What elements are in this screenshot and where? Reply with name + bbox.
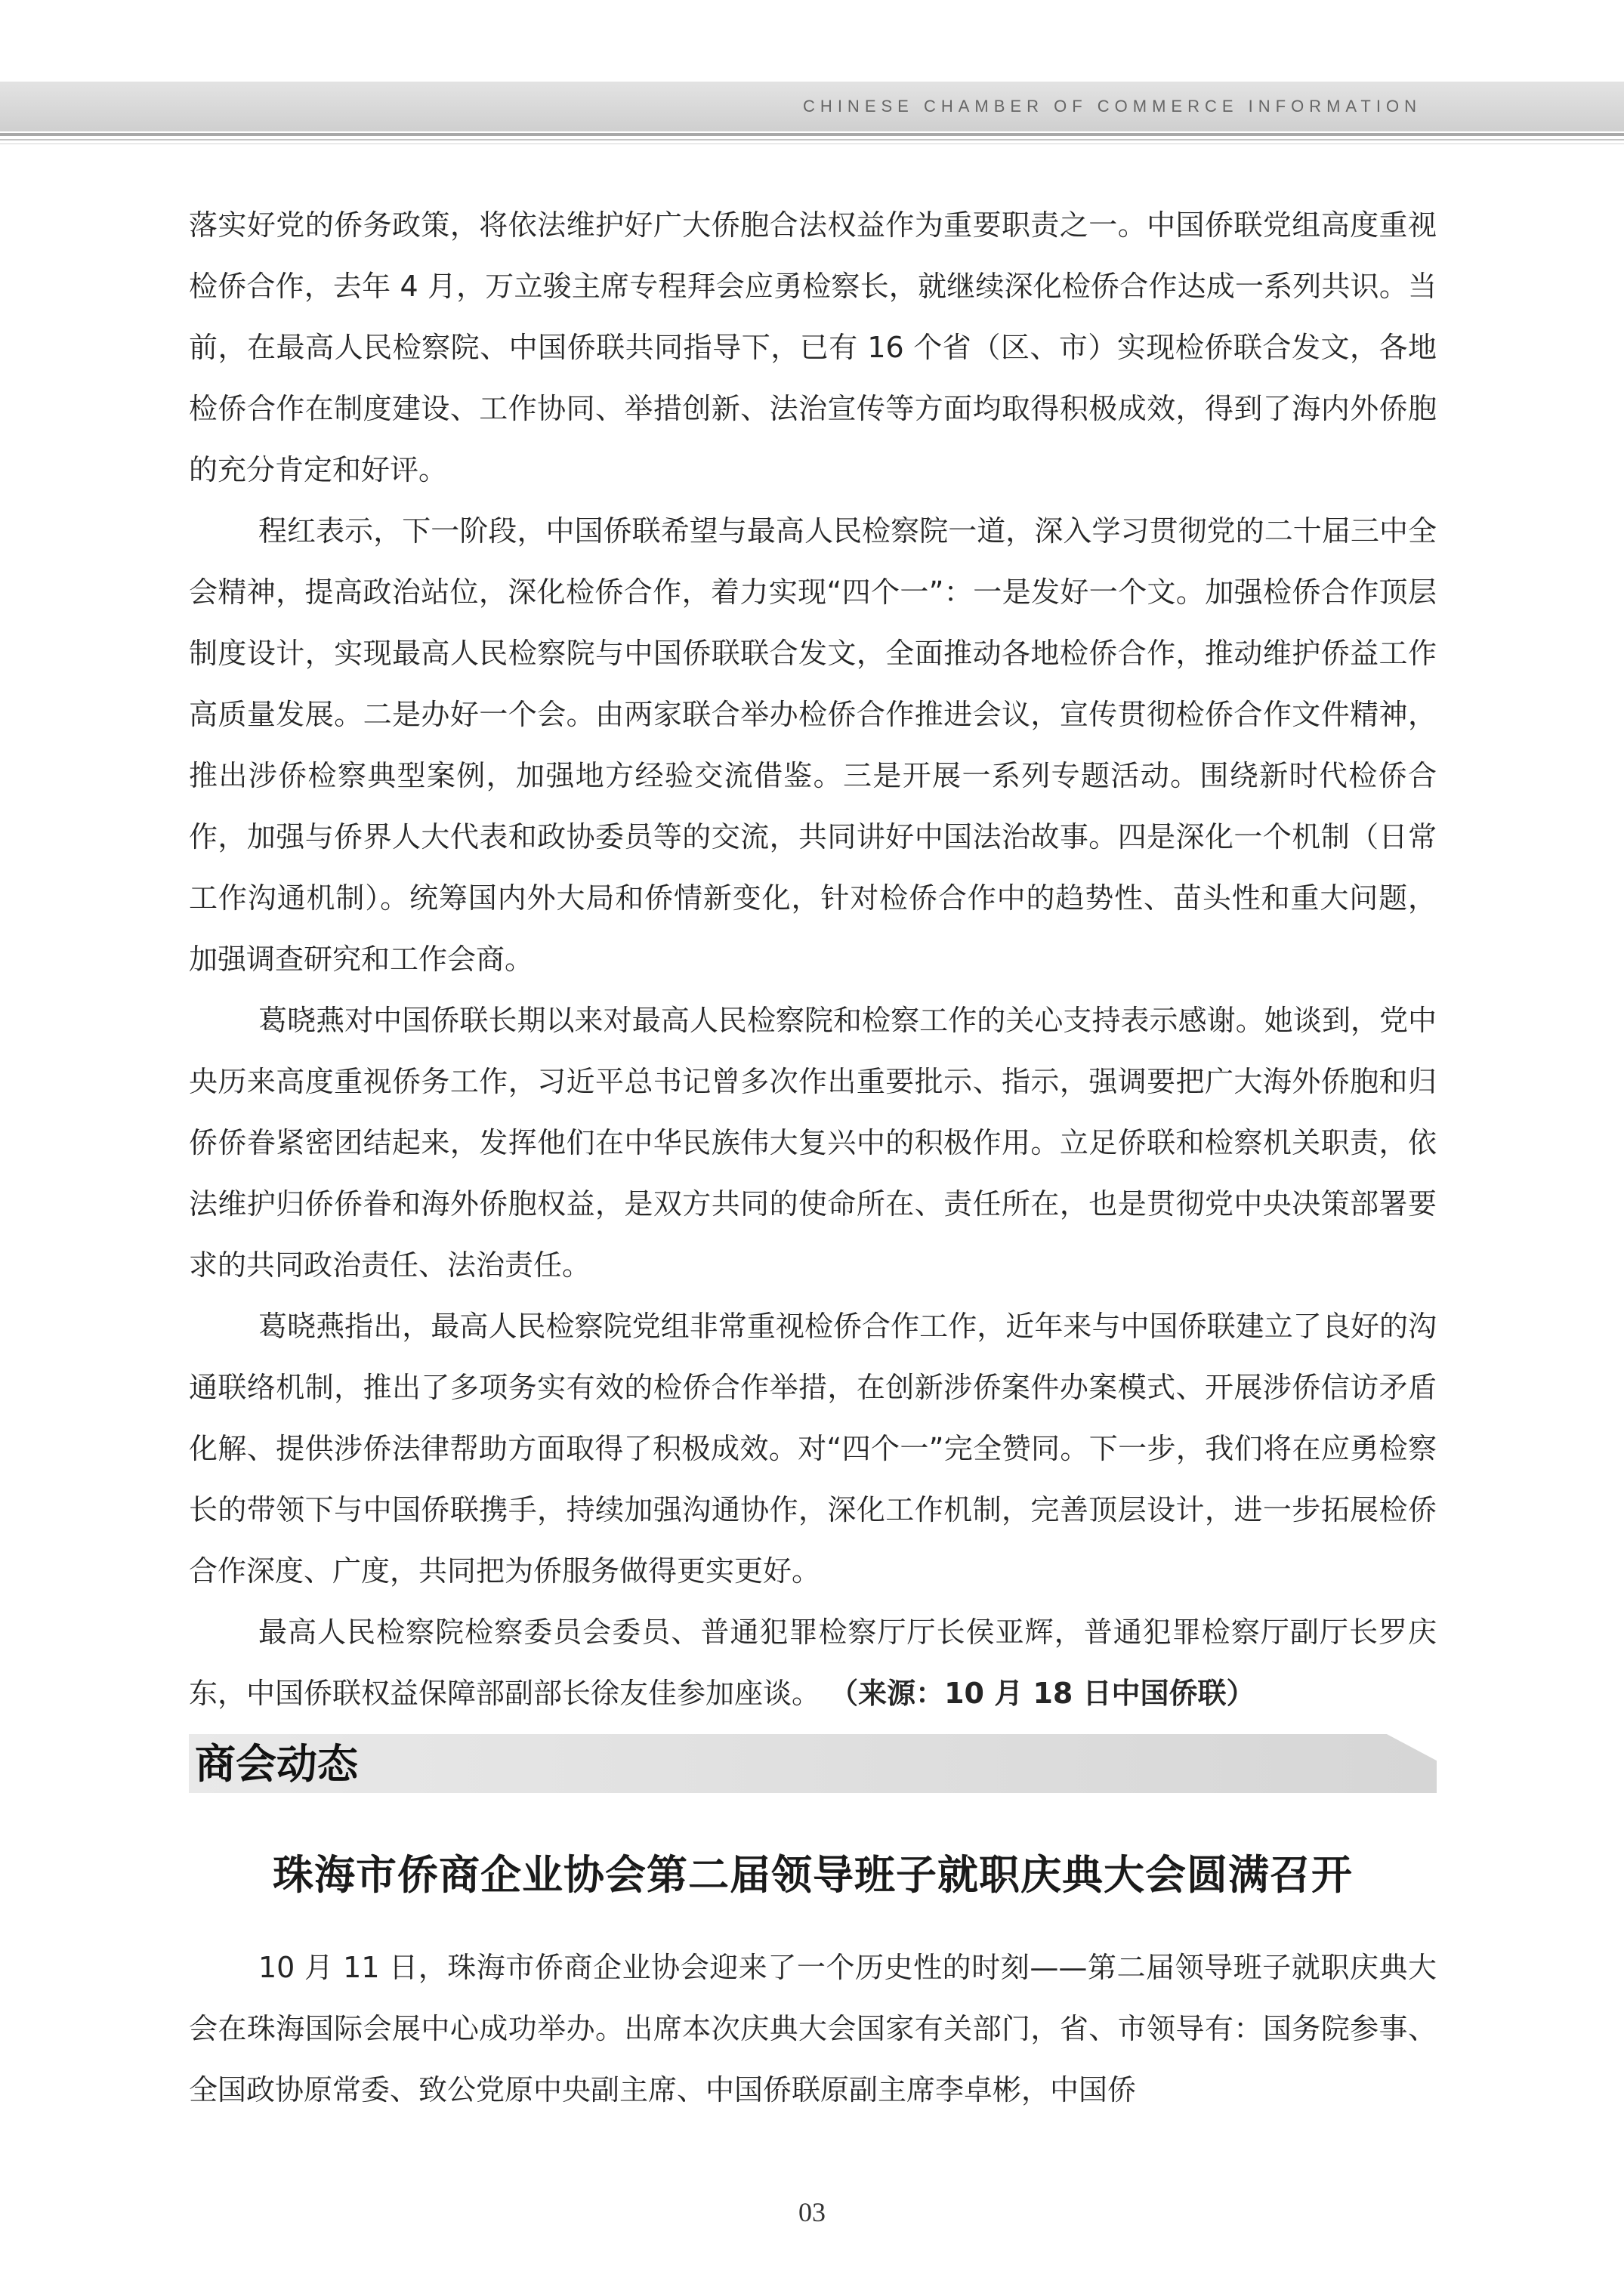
article-body <box>189 1937 1437 2121</box>
paragraph: 10 月 11 日，珠海市侨商企业协会迎来了一个历史性的时刻——第二届领导班子就职庆典大会在珠海国际会展中心成功举办。出席本次庆典大会国家有关部门，省、市领导有：国务院参事、全国政协原常委、致公党原中央副主席、中国侨联原副主席李卓彬，中国侨 <box>189 1951 1437 2106</box>
section-title: 商会动态 <box>195 1739 358 1788</box>
header-divider <box>0 139 1624 140</box>
paragraph-last <box>189 1602 1437 1724</box>
article-body <box>189 195 1437 1724</box>
section-banner <box>189 1734 1437 1793</box>
page-number: 03 <box>798 2197 826 2227</box>
paragraph: 葛晓燕对中国侨联长期以来对最高人民检察院和检察工作的关心支持表示感谢。她谈到，党中央历来高度重视侨务工作，习近平总书记曾多次作出重要批示、指示，强调要把广大海外侨胞和归侨侨眷紧密团结起来，发挥他们在中华民族伟大复兴中的积极作用。立足侨联和检察机关职责，依法维护归侨侨眷和海外侨胞权益，是双方共同的使命所在、责任所在，也是贯彻党中央决策部署要求的共同政治责任、法治责任。 <box>189 1004 1437 1282</box>
paragraph: 落实好党的侨务政策，将依法维护好广大侨胞合法权益作为重要职责之一。中国侨联党组高度重视检侨合作，去年 4 月，万立骏主席专程拜会应勇检察长，就继续深化检侨合作达成一系列共识。当前，在最高人民检察院、中国侨联共同指导下，已有 16 个省（区、市）实现检侨联合发文，各地检侨合作在制度建设、工作协同、举措创新、法治宣传等方面均取得积极成效，得到了海内外侨胞的充分肯定和好评。 <box>189 208 1437 486</box>
source-citation: （来源：10 月 18 日中国侨联） <box>829 1677 1255 1710</box>
header-title: CHINESE CHAMBER OF COMMERCE INFORMATION <box>803 97 1422 116</box>
header-divider <box>0 133 1624 136</box>
article-title: 珠海市侨商企业协会第二届领导班子就职庆典大会圆满召开 <box>273 1851 1353 1899</box>
paragraph: 葛晓燕指出，最高人民检察院党组非常重视检侨合作工作，近年来与中国侨联建立了良好的沟通联络机制，推出了多项务实有效的检侨合作举措，在创新涉侨案件办案模式、开展涉侨信访矛盾化解、提供涉侨法律帮助方面取得了积极成效。对“四个一”完全赞同。下一步，我们将在应勇检察长的带领下与中国侨联携手，持续加强沟通协作，深化工作机制，完善顶层设计，进一步拓展检侨合作深度、广度，共同把为侨服务做得更实更好。 <box>189 1310 1437 1588</box>
paragraph-text: 最高人民检察院检察委员会委员、普通犯罪检察厅厅长侯亚辉，普通犯罪检察厅副厅长罗庆东，中国侨联权益保障部副部长徐友佳参加座谈。 <box>189 1616 1437 1710</box>
paragraph: 程红表示，下一阶段，中国侨联希望与最高人民检察院一道，深入学习贯彻党的二十届三中全会精神，提高政治站位，深化检侨合作，着力实现“四个一”：一是发好一个文。加强检侨合作顶层制度设计，实现最高人民检察院与中国侨联联合发文，全面推动各地检侨合作，推动维护侨益工作高质量发展。二是办好一个会。由两家联合举办检侨合作推进会议，宣传贯彻检侨合作文件精神，推出涉侨检察典型案例，加强地方经验交流借鉴。三是开展一系列专题活动。围绕新时代检侨合作，加强与侨界人大代表和政协委员等的交流，共同讲好中国法治故事。四是深化一个机制（日常工作沟通机制）。统筹国内外大局和侨情新变化，针对检侨合作中的趋势性、苗头性和重大问题，加强调查研究和工作会商。 <box>189 514 1437 976</box>
